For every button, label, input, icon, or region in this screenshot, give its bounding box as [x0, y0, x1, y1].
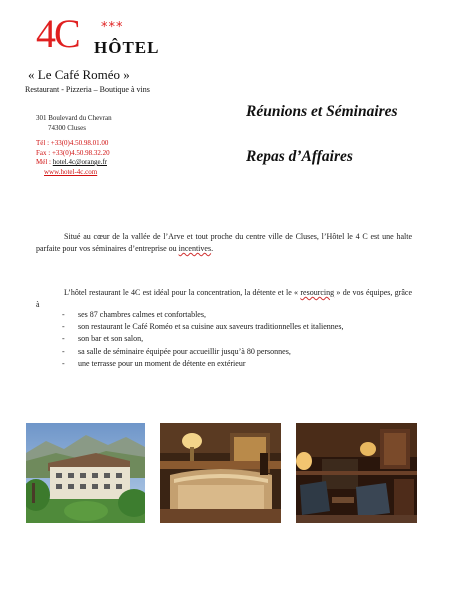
phone-label: Tél : — [36, 139, 51, 147]
logo-stars: *** — [101, 20, 124, 35]
intro-text-end: . — [211, 244, 214, 253]
logo-mark: 4C — [36, 11, 79, 56]
fax-line — [36, 149, 110, 159]
features-list — [36, 309, 343, 370]
logo-hotel-text: HÔTEL — [94, 38, 160, 57]
list-item — [36, 321, 343, 333]
fax-label: Fax : — [36, 148, 52, 157]
hotel-exterior-photo — [26, 423, 145, 523]
list-item-text: sa salle de séminaire équipée pour accueillir jusqu’à 80 personnes, — [78, 346, 291, 356]
list-dash: - — [62, 310, 65, 319]
address-street: 301 Boulevard du Chevran — [36, 114, 112, 122]
email-label: Mél : — [36, 158, 53, 166]
contact-block — [36, 139, 110, 177]
list-item — [36, 333, 343, 345]
business-subtitle: Restaurant - Pizzeria – Boutique à vins — [25, 85, 150, 94]
lounge-photo — [296, 423, 417, 523]
fax-number: +33(0)4.50.98.32.20 — [51, 148, 110, 157]
list-dash: - — [62, 346, 65, 356]
features-paragraph — [36, 287, 412, 311]
website-link[interactable]: www.hotel-4c.com — [44, 167, 98, 176]
features-marked-word: resourcing — [300, 288, 335, 297]
list-item-text: une terrasse pour un moment de détente en extérieur — [78, 358, 246, 368]
features-text: L’hôtel restaurant le 4C est idéal pour la concentration, la détente et le « — [64, 288, 301, 297]
intro-paragraph — [36, 231, 412, 255]
features-text-end: » de vos équipes, grâce à — [36, 288, 412, 309]
phone-number: +33(0)4.50.98.01.00 — [50, 139, 109, 147]
cafe-name: « Le Café Roméo » — [28, 67, 130, 82]
list-item-text: son restaurant le Café Roméo et sa cuisine aux saveurs traditionnelles et italiennes, — [78, 322, 344, 332]
list-item-text: ses 87 chambres calmes et confortables, — [78, 310, 206, 319]
list-item — [36, 346, 343, 358]
list-dash: - — [62, 358, 65, 368]
postal-address — [36, 113, 112, 133]
intro-marked-word: incentives — [178, 244, 212, 253]
hotel-logo — [36, 12, 176, 64]
reception-photo — [160, 423, 281, 523]
intro-text: Situé au cœur de la vallée de l’Arve et tout proche du centre ville de Cluses, l’Hôtel le 4 C est une halte parfaite pour vos séminaires d’entreprise ou — [36, 232, 412, 253]
email-link[interactable]: hotel.4c@orange.fr — [52, 158, 107, 166]
list-item — [36, 358, 343, 370]
address-city: 74300 Cluses — [48, 124, 86, 132]
phone-line — [36, 139, 110, 149]
heading-repas: Repas d’Affaires — [246, 148, 353, 165]
list-dash: - — [62, 334, 65, 344]
list-item-text: son bar et son salon, — [78, 334, 144, 344]
heading-reunions: Réunions et Séminaires — [246, 103, 398, 120]
list-item — [36, 309, 343, 321]
list-dash: - — [62, 322, 65, 332]
email-line — [36, 158, 110, 168]
